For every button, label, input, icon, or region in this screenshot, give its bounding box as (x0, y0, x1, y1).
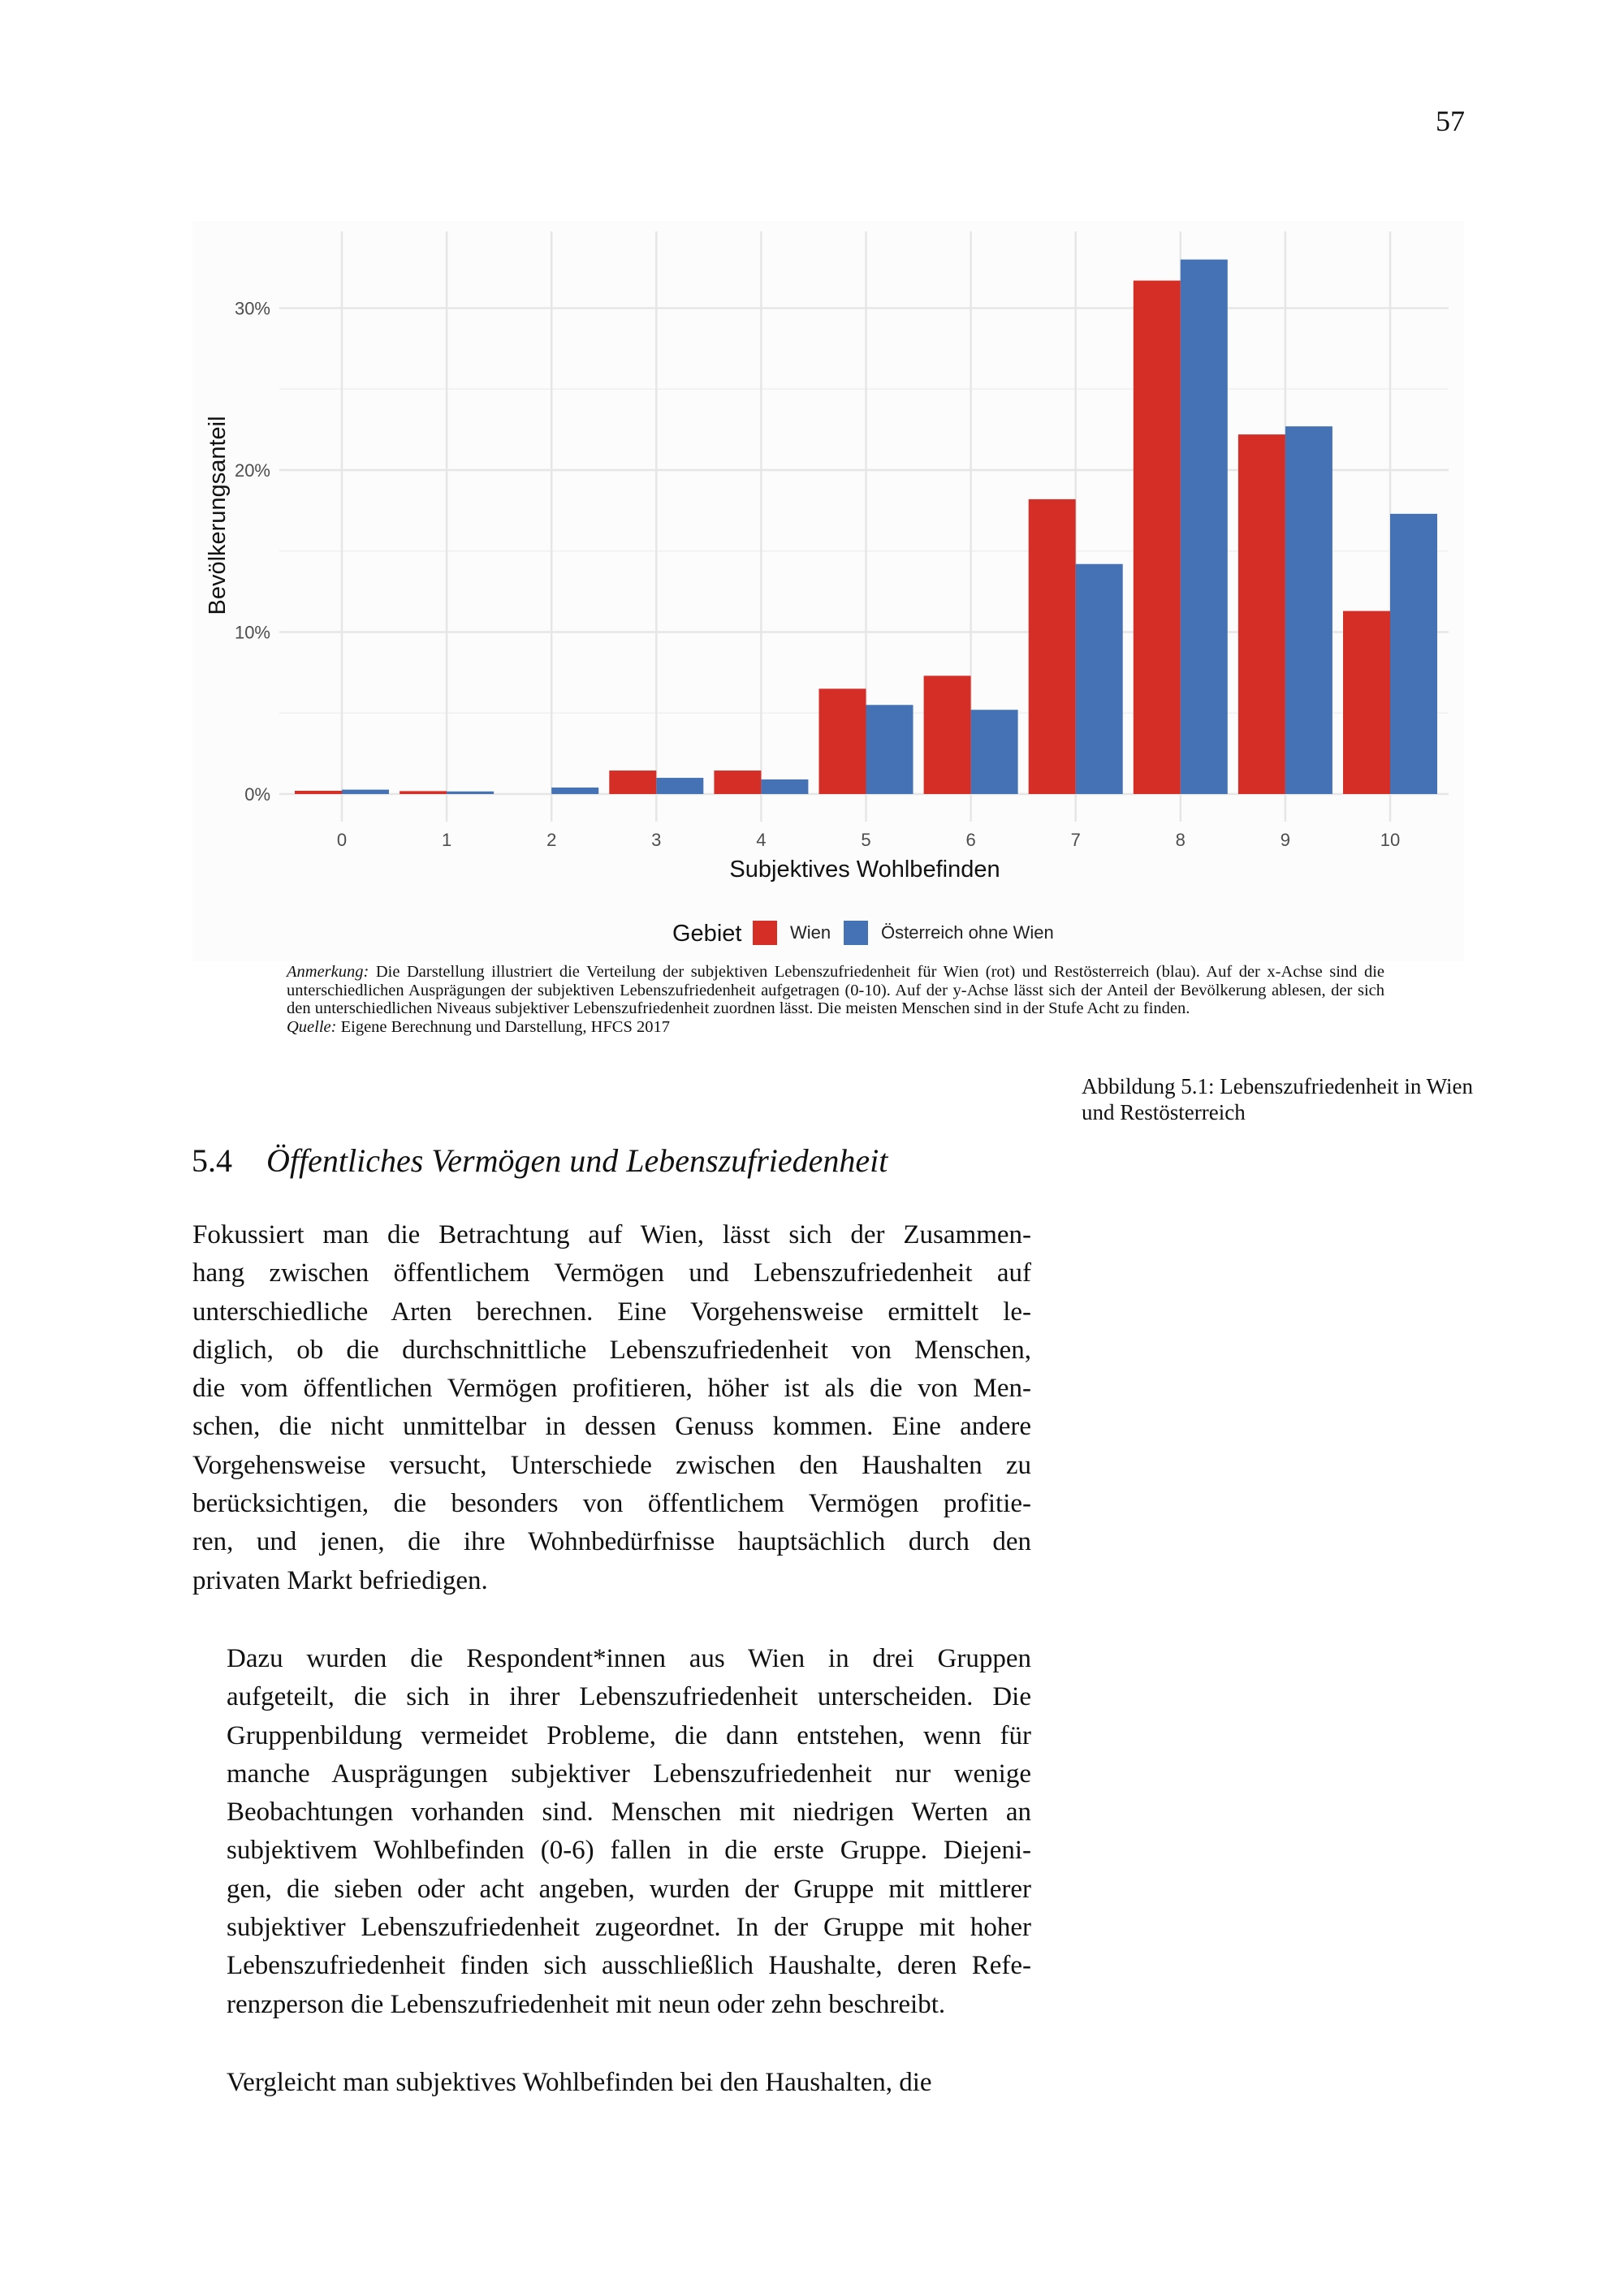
text-line: subjektiver Lebenszufriedenheit zugeordnet. In der Gruppe mit hoher (227, 1913, 1031, 1943)
bar-wien-0 (295, 791, 342, 794)
text-line: Fokussiert man die Betrachtung auf Wien, lässt sich der Zusammen- (192, 1220, 1031, 1249)
x-tick-label: 6 (965, 830, 976, 850)
figure-note (287, 963, 1384, 1036)
x-tick-label: 5 (861, 830, 871, 850)
text-line: manche Ausprägungen subjektiver Lebenszufriedenheit nur wenige (227, 1759, 1031, 1789)
x-tick-label: 1 (441, 830, 452, 850)
chart-canvas (192, 221, 1464, 961)
y-tick-label: 0% (244, 784, 270, 805)
bar-oesterreich-10 (1390, 514, 1437, 794)
legend-swatch-wien (753, 921, 777, 945)
legend-title: Gebiet (672, 921, 742, 947)
section-heading (192, 1142, 888, 1180)
x-tick-label: 9 (1280, 830, 1291, 850)
text-line: unterschiedliche Arten berechnen. Eine Vorgehensweise ermittelt le- (192, 1297, 1031, 1327)
figure-caption: Abbildung 5.1: Lebenszufriedenheit in Wien und Restösterreich (1082, 1074, 1474, 1124)
x-tick-label: 4 (756, 830, 767, 850)
text-line: Gruppenbildung vermeidet Probleme, die dann entstehen, wenn für (227, 1720, 1031, 1750)
bar-oesterreich-0 (342, 790, 389, 794)
bar-oesterreich-7 (1076, 564, 1123, 794)
x-tick-label: 10 (1380, 830, 1401, 850)
bar-wien-5 (819, 688, 866, 794)
x-tick-label: 8 (1175, 830, 1186, 850)
paragraph-1 (192, 1216, 1031, 1600)
y-tick-label: 30% (234, 298, 270, 319)
bar-wien-4 (714, 770, 761, 794)
bar-wien-3 (609, 770, 656, 794)
x-axis-ticks (337, 830, 1400, 850)
bar-oesterreich-8 (1181, 260, 1228, 794)
text-line: privaten Markt befriedigen. (192, 1565, 488, 1595)
bar-oesterreich-5 (866, 705, 914, 794)
bar-oesterreich-6 (971, 710, 1018, 794)
y-tick-label: 20% (234, 460, 270, 481)
text-line: schen, die nicht unmittelbar in dessen Genuss kommen. Eine andere (192, 1412, 1031, 1442)
paragraph-3 (192, 2064, 1031, 2102)
text-line: subjektivem Wohlbefinden (0-6) fallen in die erste Gruppe. Diejeni- (227, 1836, 1031, 1866)
text-line: gen, die sieben oder acht angeben, wurden der Gruppe mit mittlerer (227, 1874, 1031, 1904)
paragraph-2 (192, 1640, 1031, 2024)
text-line: Vergleicht man subjektives Wohlbefinden bei den Haushalten, die (227, 2068, 932, 2097)
chart-legend (672, 921, 1054, 947)
text-line: Vorgehensweise versucht, Unterschiede zwischen den Haushalten zu (192, 1450, 1031, 1480)
y-tick-label: 10% (234, 622, 270, 643)
text-line: Beobachtungen vorhanden sind. Menschen mit niedrigen Werten an (227, 1798, 1031, 1828)
bar-oesterreich-3 (656, 778, 703, 794)
legend-label-oesterreich: Österreich ohne Wien (881, 922, 1054, 943)
y-axis-ticks (235, 299, 270, 805)
source-label: Quelle: (287, 1017, 337, 1036)
bar-oesterreich-4 (761, 779, 808, 794)
bar-chart (192, 221, 1464, 961)
text-line: Dazu wurden die Respondent*innen aus Wien in drei Gruppen (227, 1644, 1031, 1673)
text-line: hang zwischen öffentlichem Vermögen und Lebenszufriedenheit auf (192, 1258, 1031, 1288)
text-line: ren, und jenen, die ihre Wohnbedürfnisse hauptsächlich durch den (192, 1527, 1031, 1557)
section-number: 5.4 (192, 1142, 232, 1179)
text-line: Lebenszufriedenheit finden sich ausschließlich Haushalte, deren Refe- (227, 1951, 1031, 1981)
bar-oesterreich-2 (551, 788, 598, 794)
bar-wien-10 (1343, 611, 1390, 794)
legend-swatch-oesterreich (844, 921, 868, 945)
legend-label-wien: Wien (790, 922, 831, 943)
text-line: berücksichtigen, die besonders von öffentlichem Vermögen profitie- (192, 1489, 1031, 1519)
text-line: die vom öffentlichen Vermögen profitieren, höher ist als die von Men- (192, 1374, 1031, 1404)
x-tick-label: 0 (336, 830, 348, 850)
text-line: aufgeteilt, die sich in ihrer Lebenszufriedenheit unterscheiden. Die (227, 1682, 1031, 1712)
bar-wien-1 (400, 791, 447, 794)
note-label: Anmerkung: (287, 963, 369, 981)
bar-wien-9 (1238, 434, 1285, 794)
bar-wien-8 (1134, 281, 1181, 794)
bar-wien-6 (924, 675, 971, 794)
y-axis-title: Bevölkerungsanteil (205, 416, 231, 615)
section-title: Öffentliches Vermögen und Lebenszufriedenheit (266, 1142, 888, 1179)
note-text: Die Darstellung illustriert die Verteilung der subjektiven Lebenszufriedenheit für Wien (rot) und Restösterreich (blau). Auf der x-Achse sind die unterschiedlichen Ausprägungen der subjektiven Lebenszufriedenheit aufgetragen (0-10). Auf der y-Achse lässt sich der Anteil der Bevölkerung ablesen, der sich den unterschiedlichen Niveaus subjektiver Lebenszufriedenheit zuordnen lässt. Die meisten Menschen sind in der Stufe Acht zu finden. (287, 963, 1384, 1018)
text-line: diglich, ob die durchschnittliche Lebenszufriedenheit von Menschen, (192, 1335, 1031, 1365)
text-line: renzperson die Lebenszufriedenheit mit neun oder zehn beschreibt. (227, 1989, 946, 2019)
x-axis-title: Subjektives Wohlbefinden (729, 857, 1000, 883)
x-tick-label: 7 (1070, 830, 1081, 850)
source-text: Eigene Berechnung und Darstellung, HFCS 2017 (340, 1017, 670, 1036)
bar-oesterreich-9 (1285, 426, 1332, 794)
bar-oesterreich-1 (447, 792, 494, 794)
x-tick-label: 3 (651, 830, 662, 850)
bar-wien-7 (1029, 499, 1076, 794)
page-number: 57 (1436, 105, 1465, 137)
x-tick-label: 2 (546, 830, 557, 850)
